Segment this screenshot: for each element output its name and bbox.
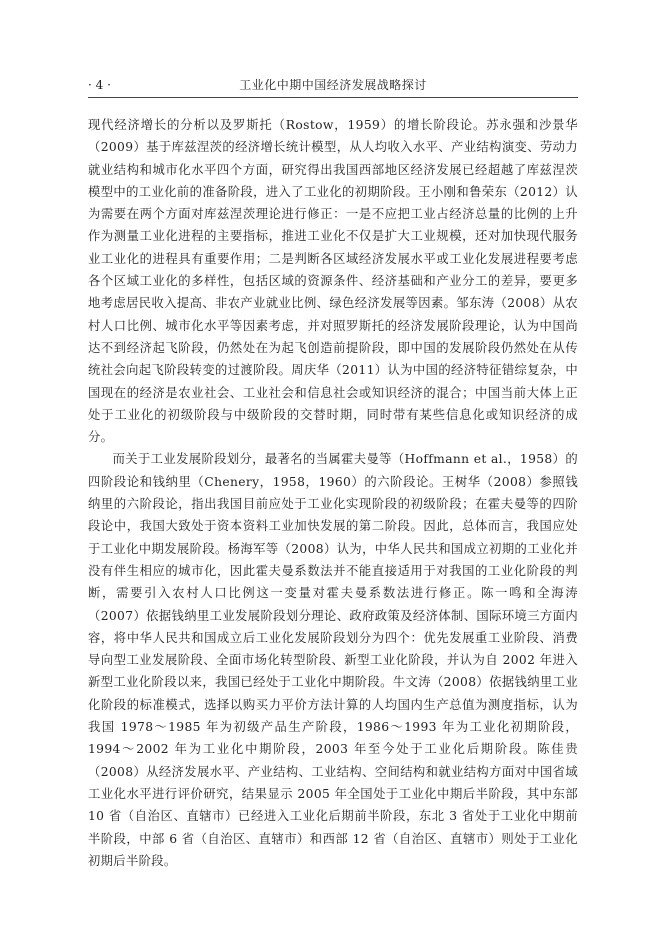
page-number: · 4 · — [88, 78, 111, 92]
paragraph-1: 现代经济增长的分析以及罗斯托（Rostow，1959）的增长阶段论。苏永强和沙景华（2009）基于库兹涅茨的经济增长统计模型，从人均收入水平、产业结构演变、劳动力就业结构和城市化水平四个方面，研究得出我国西部地区经济发展已经超越了库兹涅茨模型中的工业化前的准备阶段，进入了工业化的初期阶段。王小刚和鲁荣东（2012）认为需要在两个方面对库兹涅茨理论进行修正：一是不应把工业占经济总量的比例的上升作为测量工业化进程的主要指标，推进工业化不仅是扩大工业规模，还对加快现代服务业工业化的进程具有重要作用；二是判断各区域经济发展水平或工业化发展进程要考虑各个区域工业化的多样性，包括区域的资源条件、经济基础和产业分工的差异，要更多地考虑居民收入提高、非农产业就业比例、绿色经济发展等因素。邹东涛（2008）从农村人口比例、城市化水平等因素考虑，并对照罗斯托的经济发展阶段理论，认为中国尚达不到经济起飞阶段，仍然处在为起飞创造前提阶段，即中国的发展阶段仍然处在从传统社会向起飞阶段转变的过渡阶段。周庆华（2011）认为中国的经济特征错综复杂，中国现在的经济是农业社会、工业社会和信息社会或知识经济的混合；中国当前大体上正处于工业化的初级阶段与中级阶段的交替时期，同时带有某些信息化或知识经济的成分。 — [88, 118, 578, 445]
paragraph-2: 而关于工业发展阶段划分，最著名的当属霍夫曼等（Hoffmann et al.，1958）的四阶段论和钱纳里（Chenery，1958，1960）的六阶段论。王树华（2008）参照钱纳里的六阶段论，指出我国目前应处于工业化实现阶段的初级阶段；在霍夫曼等的四阶段论中，我国大致处于资本资料工业加快发展的第二阶段。因此，总体而言，我国应处于工业化中期发展阶段。杨海军等（2008）认为，中华人民共和国成立初期的工业化并没有伴生相应的城市化，因此霍夫曼系数法并不能直接适用于对我国的工业化阶段的判断，需要引入农村人口比例这一变量对霍夫曼系数法进行修正。陈一鸣和全海涛（2007）依据钱纳里工业发展阶段划分理论、政府政策及经济体制、国际环境三方面内容，将中华人民共和国成立后工业化发展阶段划分为四个：优先发展重工业阶段、消费导向型工业发展阶段、全面市场化转型阶段、新型工业化阶段，并认为自 2002 年进入新型工业化阶段以来，我国已经处于工业化中期阶段。牛文涛（2008）依据钱纳里工业化阶段的标准模式，选择以购买力平价方法计算的人均国内生产总值为测度指标，认为我国 1978～1985 年为初级产品生产阶段，1986～1993 年为工业化初期阶段，1994～2002 年为工业化中期阶段，2003 年至今处于工业化后期阶段。陈佳贵（2008）从经济发展水平、产业结构、工业结构、空间结构和就业结构方面对中国省域工业化水平进行评价研究，结果显示 2005 年全国处于工业化中期后半阶段，其中东部 10 省（自治区、直辖市）已经进入工业化后期前半阶段，东北 3 省处于工业化中期前半阶段，中部 6 省（自治区、直辖市）和西部 12 省（自治区、直辖市）则处于工业化初期后半阶段。 — [88, 452, 578, 868]
running-title: 工业化中期中国经济发展战略探讨 — [239, 78, 427, 92]
page-header — [88, 76, 578, 96]
header-rule — [88, 97, 578, 98]
body-text — [88, 114, 578, 872]
